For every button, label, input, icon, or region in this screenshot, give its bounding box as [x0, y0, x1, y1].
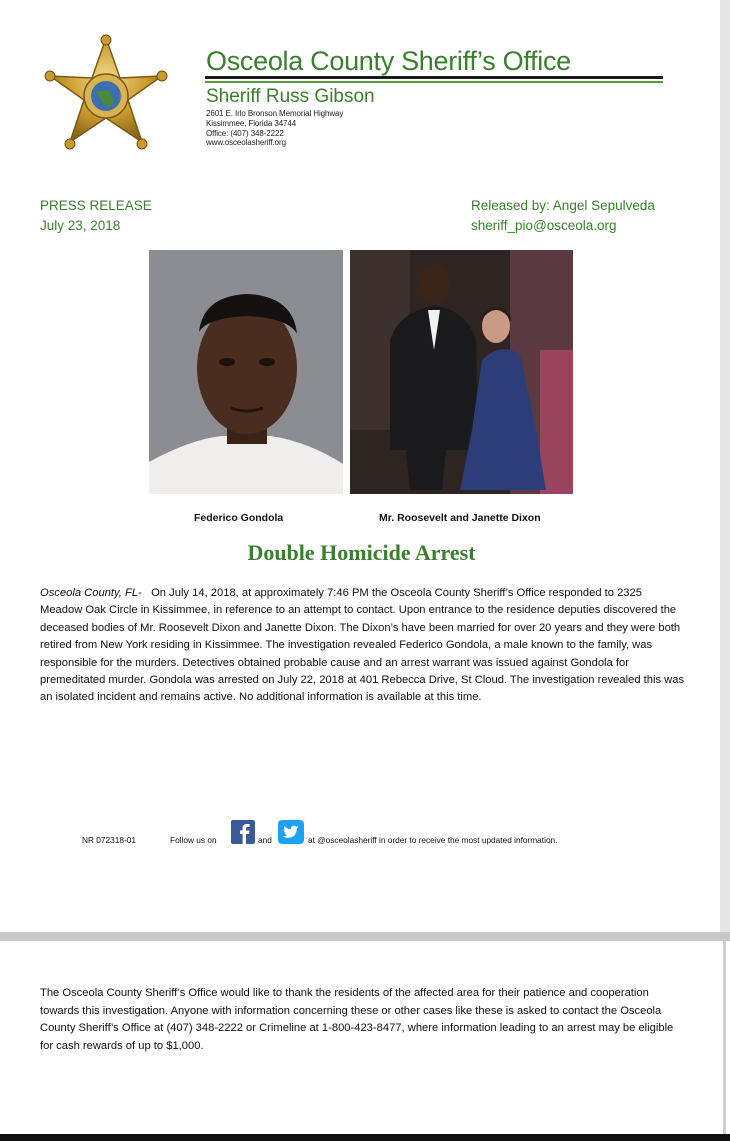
document-page-2 [0, 941, 726, 1134]
handle-text: at @osceolasheriff in order to receive the most updated information. [308, 835, 558, 845]
thanks-paragraph: The Osceola County Sheriff’s Office would like to thank the residents of the affected area for their patience and cooperation towards this investigation. Anyone with information concerning these or other cases like these is asked to contact the Osceola County Sheriff’s Office at (407) 348-2222 or Crimeline at 1-800-423-8477, where information leading to an arrest may be eligible for cash rewards of up to $1,000. [40, 987, 674, 1052]
bottom-edge [0, 1134, 730, 1141]
page-edge [720, 0, 730, 932]
and-text: and [258, 835, 272, 845]
released-by: Released by: Angel Sepulveda [471, 198, 655, 213]
contact-email[interactable]: sheriff_pio@osceola.org [471, 218, 617, 233]
header-rule-green [205, 81, 663, 83]
twitter-icon[interactable] [278, 820, 304, 844]
suspect-photo [149, 250, 343, 494]
follow-text: Follow us on [170, 835, 217, 845]
address-line: 2601 E. Irlo Bronson Memorial Highway [206, 109, 344, 118]
sheriff-name: Sheriff Russ Gibson [206, 86, 375, 107]
header-rule [205, 76, 663, 79]
release-date: July 23, 2018 [40, 218, 121, 233]
release-number: NR 072318-01 [82, 835, 136, 845]
suspect-caption: Federico Gondola [194, 512, 284, 524]
social-footer [82, 820, 682, 846]
release-body [40, 585, 685, 707]
couple-image [350, 250, 573, 494]
victims-caption: Mr. Roosevelt and Janette Dixon [379, 512, 541, 524]
page-divider [0, 932, 730, 941]
mugshot-image [149, 250, 343, 494]
press-release-block [40, 196, 152, 236]
address-line: Kissimmee, Florida 34744 [206, 118, 297, 128]
body-text: On July 14, 2018, at approximately 7:46 PM the Osceola County Sheriff’s Office responded to 2325 Meadow Oak Circle in Kissimmee, in reference to an attempt to contact. Upon entrance to the residence deputies discovered the deceased bodies of Mr. Roosevelt Dixon and Janette Dixon. The Dixon’s have been married for over 20 years and they were both retired from New York residing in Kissimmee. The investigation revealed Federico Gondola, a male known to the family, was responsible for the murders. Detectives obtained probable cause and an arrest warrant was issued against Gondola for premeditated murder. Gondola was arrested on July 22, 2018 at 401 Rebecca Drive, St Cloud. The investigation revealed this was an isolated incident and remains active. No additional information is available at this time. [40, 587, 685, 704]
sheriff-star-badge-icon [38, 34, 174, 158]
press-release-label: PRESS RELEASE [40, 198, 152, 213]
victims-photo [350, 250, 573, 494]
address-line[interactable]: www.osceolasheriff.org [206, 138, 286, 148]
released-by-block [471, 196, 655, 236]
headline: Double Homicide Arrest [247, 540, 476, 565]
office-title: Osceola County Sheriff’s Office [206, 46, 571, 76]
facebook-icon[interactable] [231, 820, 255, 844]
address-line: Office: (407) 348-2222 [206, 128, 284, 138]
dateline-location: Osceola County, FL- [40, 587, 142, 599]
office-address [206, 109, 343, 148]
